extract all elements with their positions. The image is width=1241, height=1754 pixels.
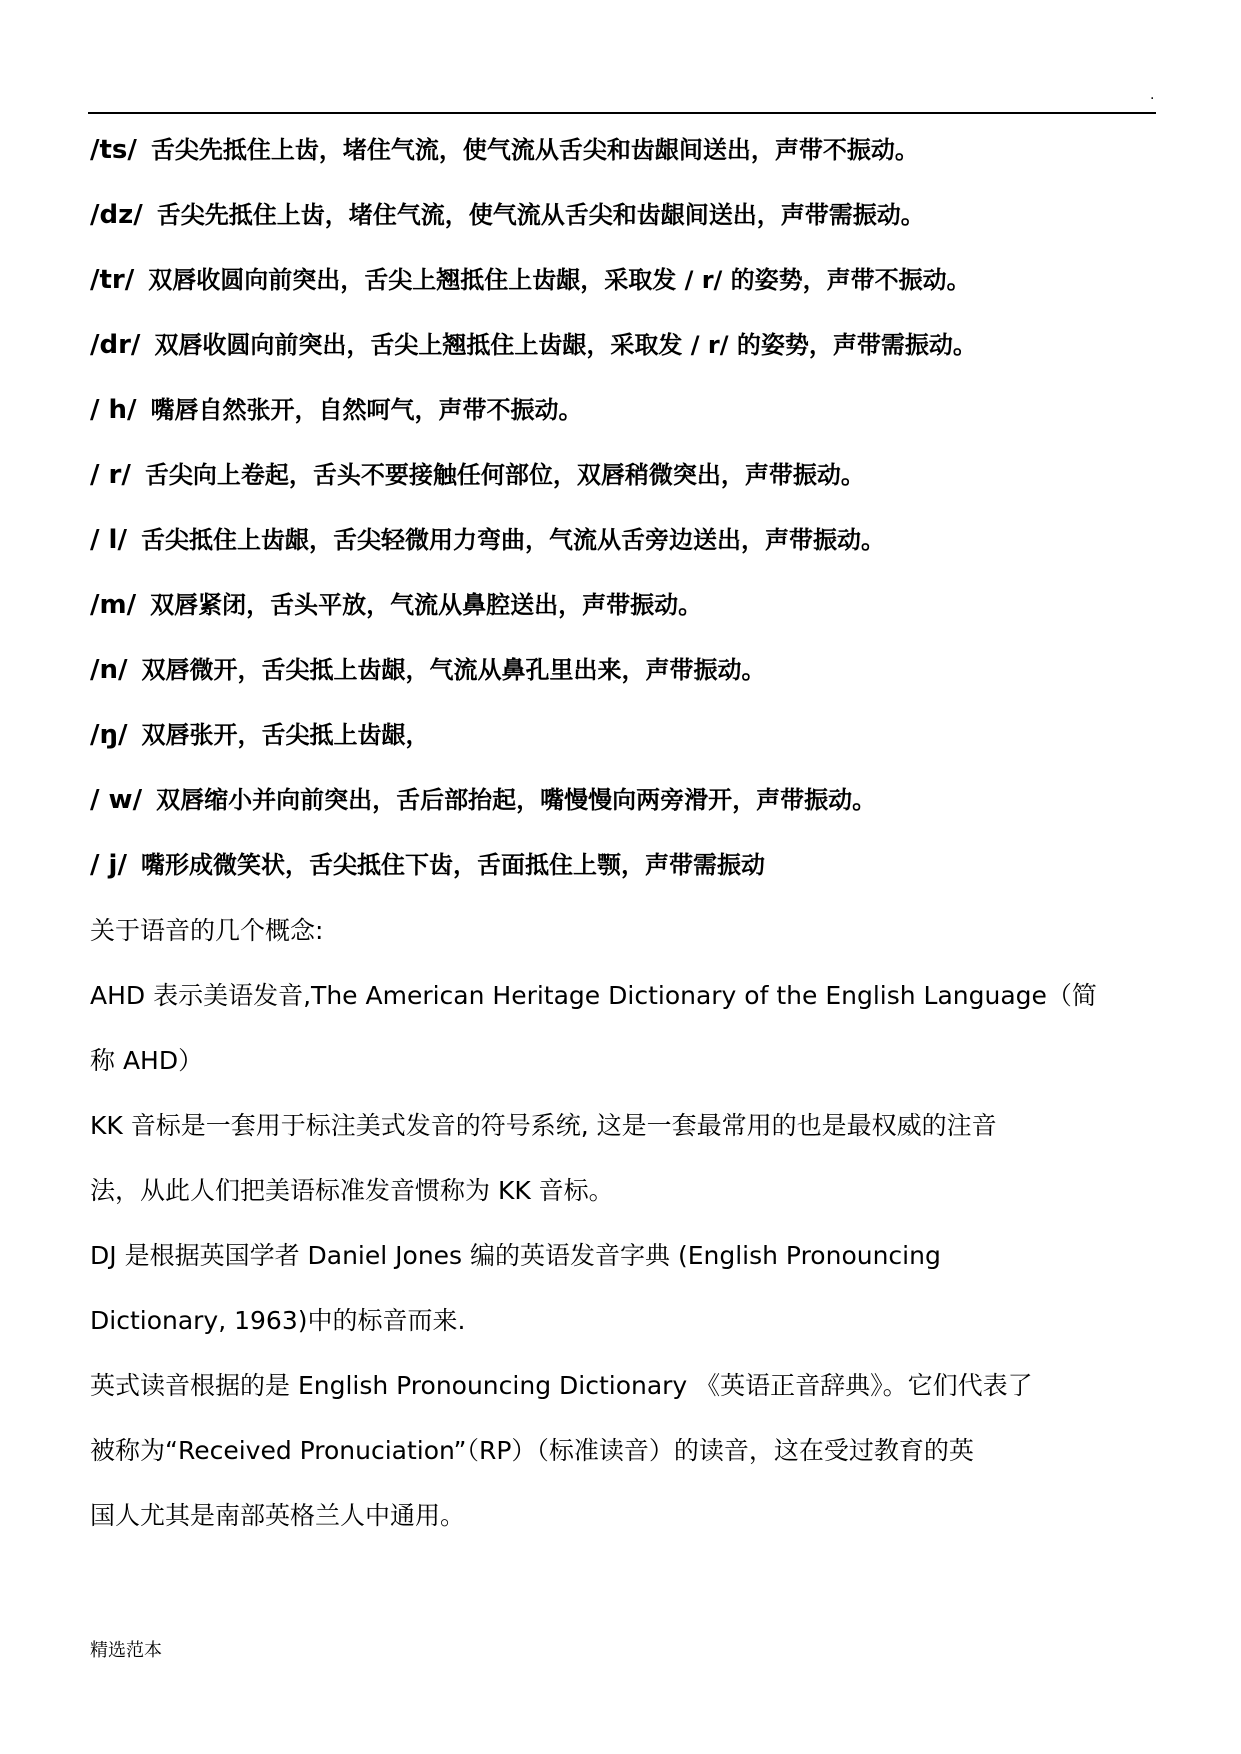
phonetic-symbol: /dz/ [90,200,143,230]
phonetic-line [90,313,1170,378]
phonetic-symbol: / r/ [90,460,131,490]
phonetic-description: 舌尖向上卷起，舌头不要接触任何部位，双唇稍微突出，声带振动。 [144,461,865,489]
phonetic-symbol: /ts/ [90,135,137,165]
phonetic-description: 舌尖抵住上齿龈，舌尖轻微用力弯曲，气流从舌旁边送出，声带振动。 [140,526,885,554]
phonetic-description: 舌尖先抵住上齿，堵住气流，使气流从舌尖和齿龈间送出，声带需振动。 [156,201,925,229]
phonetic-line [90,833,1170,898]
phonetic-symbol: / j/ [90,850,127,880]
paragraph-line: KK 音标是一套用于标注美式发音的符号系统, 这是一套最常用的也是最权威的注音 [90,1111,997,1140]
phonetic-line [90,248,1170,313]
phonetic-line [90,638,1170,703]
paragraph-line: 国人尤其是南部英格兰人中通用。 [90,1501,466,1530]
paragraph-line: DJ 是根据英国学者 Daniel Jones 编的英语发音字典 (English Pronouncing [90,1241,941,1270]
ahd-paragraph [90,963,1170,1093]
phonetic-description: 双唇紧闭，舌头平放，气流从鼻腔送出，声带振动。 [150,591,703,619]
phonetic-line [90,118,1170,183]
phonetic-description: 嘴形成微笑状，舌尖抵住下齿，舌面抵住上颚，声带需振动 [140,851,765,879]
paragraph-line: 法，从此人们把美语标准发音惯称为 KK 音标。 [90,1176,614,1205]
paragraph-line: 英式读音根据的是 English Pronouncing Dictionary 《英语正音辞典》。它们代表了 [90,1371,1033,1400]
paragraph-line: Dictionary, 1963)中的标音而来. [90,1306,466,1335]
document-body [90,118,1170,1548]
phonetic-line [90,573,1170,638]
phonetic-line [90,703,1170,768]
phonetic-line [90,443,1170,508]
footer-text: 精选范本 [90,1640,162,1661]
rp-paragraph [90,1353,1170,1548]
paragraph-line: AHD 表示美语发音,The American Heritage Dictionary of the English Language（简 [90,981,1097,1010]
phonetic-symbol: /m/ [90,590,137,620]
phonetic-description: 舌尖先抵住上齿，堵住气流，使气流从舌尖和齿龈间送出，声带不振动。 [150,136,919,164]
kk-paragraph [90,1093,1170,1223]
concepts-heading: 关于语音的几个概念: [90,916,324,945]
phonetic-symbol: / h/ [90,395,137,425]
paragraph-line: 被称为“Received Pronuciation”（RP）（标准读音）的读音，这在受过教育的英 [90,1436,974,1465]
phonetic-line [90,508,1170,573]
paragraph-line: 称 AHD） [90,1046,204,1075]
phonetic-description: 双唇缩小并向前突出，舌后部抬起，嘴慢慢向两旁滑开，声带振动。 [156,786,877,814]
phonetic-line [90,378,1170,443]
phonetic-symbol: /dr/ [90,330,141,360]
phonetic-symbol: / l/ [90,525,127,555]
phonetic-description: 双唇收圆向前突出，舌尖上翘抵住上齿龈，采取发 / r/ 的姿势，声带需振动。 [154,331,977,359]
dj-paragraph [90,1223,1170,1353]
phonetic-line [90,768,1170,833]
phonetic-symbol: /ŋ/ [90,720,128,750]
phonetic-description: 双唇微开，舌尖抵上齿龈，气流从鼻孔里出来，声带振动。 [141,656,766,684]
header-rule [88,112,1156,114]
phonetic-description: 双唇张开，舌尖抵上齿龈， [141,721,430,749]
phonetic-line [90,183,1170,248]
phonetic-symbol: / w/ [90,785,143,815]
phonetic-symbol: /n/ [90,655,128,685]
phonetic-description: 嘴唇自然张开，自然呵气，声带不振动。 [150,396,583,424]
header-mark: . [1150,87,1155,103]
phonetic-symbol: /tr/ [90,265,135,295]
phonetic-description: 双唇收圆向前突出，舌尖上翘抵住上齿龈，采取发 / r/ 的姿势，声带不振动。 [148,266,971,294]
